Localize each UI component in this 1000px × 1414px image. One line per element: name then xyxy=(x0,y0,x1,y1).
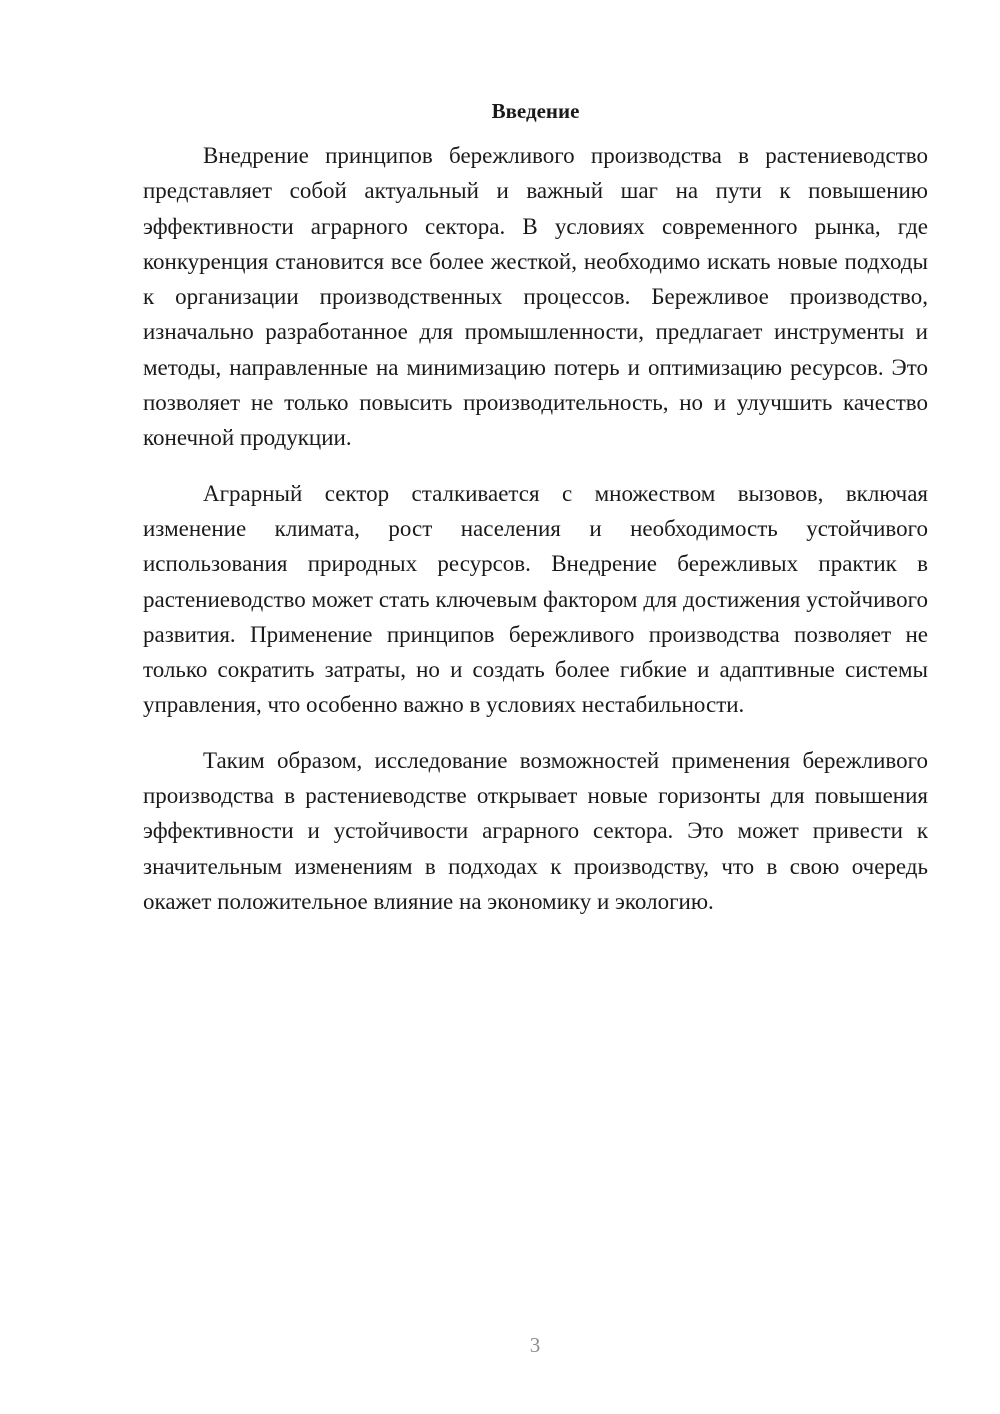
paragraph-3: Таким образом, исследование возможностей применения бережливого производства в растениеводстве открывает новые горизонты для повышения эффективности и устойчивости аграрного сектора. Это может привести к значительным изменениям в подходах к производству, что в свою очередь окажет положительное влияние на экономику и экологию. xyxy=(143,747,928,914)
paragraph-1: Внедрение принципов бережливого производства в растениеводство представляет собой актуальный и важный шаг на пути к повышению эффективности аграрного сектора. В условиях современного рынка, где конкуренция становится все более жесткой, необходимо искать новые подходы к организации производственных процессов. Бережливое производство, изначально разработанное для промышленности, предлагает инструменты и методы, направленные на минимизацию потерь и оптимизацию ресурсов. Это позволяет не только повысить производительность, но и улучшить качество конечной продукции. xyxy=(143,143,928,451)
paragraph-2: Аграрный сектор сталкивается с множеством вызовов, включая изменение климата, рост населения и необходимость устойчивого использования природных ресурсов. Внедрение бережливых практик в растениеводство может стать ключевым фактором для достижения устойчивого развития. Применение принципов бережливого производства позволяет не только сократить затраты, но и создать более гибкие и адаптивные системы управления, что особенно важно в условиях нестабильности. xyxy=(143,480,928,718)
section-heading: Введение xyxy=(491,99,580,123)
page-number: 3 xyxy=(529,1333,541,1357)
page-content xyxy=(143,96,928,919)
